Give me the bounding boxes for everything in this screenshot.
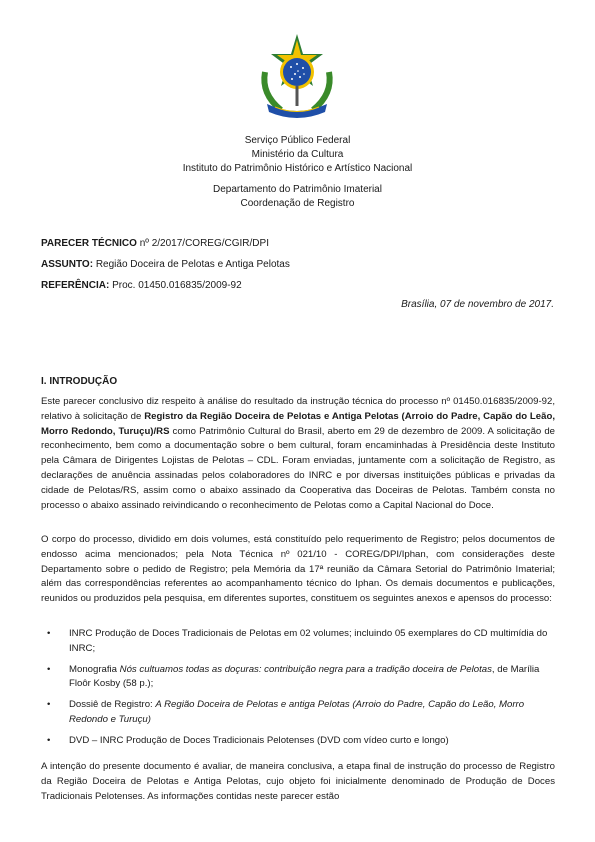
list-item: [41, 734, 555, 749]
bullet-icon: •: [47, 663, 51, 675]
list-item-text: Dossiê de Registro:: [69, 699, 156, 711]
list-item: [41, 627, 555, 657]
header-line: Serviço Público Federal: [244, 135, 351, 146]
header-line: Coordenação de Registro: [240, 198, 355, 209]
assunto-value: Região Doceira de Pelotas e Antiga Pelotas: [93, 259, 290, 270]
list-item-italic: Nós cultuamos todas as doçuras: contribuição negra para a tradição doceira de Pelotas: [119, 663, 492, 675]
header-line: Instituto do Patrimônio Histórico e Artístico Nacional: [182, 163, 413, 174]
referencia-value: Proc. 01450.016835/2009-92: [109, 280, 242, 291]
annex-list: [41, 627, 555, 755]
assunto-line: [41, 258, 290, 271]
intro-text-b: como Patrimônio Cultural do Brasil, aberto em 29 de dezembro de 2009. A solicitação de reconhecimento, bem como a documentação sobre o bem cultural, foram encaminhadas à Presidência deste Instituto pela Câmara de Dirigentes Lojistas de Pelotas – CDL. Foram enviadas, juntamente com a solicitação de Registro, as declarações de anuência assinadas pelos colaboradores do INRC e por diversas instituições públicas e privadas da cidade de Pelotas/RS, assim como o abaixo assinado da Cooperativa das Doceiras de Pelotas. Também consta no processo o abaixo assinado reivindicando o reconhecimento de Pelotas como a Capital Nacional do Doce.: [41, 425, 555, 511]
list-item-italic: A Região Doceira de Pelotas e antiga Pelotas (Arroio do Padre, Capão do Leão, Morro Redondo e Turuçu): [69, 699, 525, 725]
parecer-label: PARECER TÉCNICO: [41, 238, 137, 249]
header-line: Departamento do Patrimônio Imaterial: [213, 184, 382, 195]
list-item-text: INRC Produção de Doces Tradicionais de Pelotas em 02 volumes; incluindo 05 exemplares do CD multimídia do INRC;: [69, 628, 548, 654]
bullet-icon: •: [47, 734, 51, 746]
intro-paragraph: [41, 395, 555, 513]
bullet-icon: •: [47, 699, 51, 711]
referencia-label: REFERÊNCIA:: [41, 280, 110, 291]
closing-paragraph: A intenção do presente documento é avaliar, de maneira conclusiva, a etapa final de instrução do processo de Registro da Região Doceira de Pelotas e Antiga Pelotas, cujo objeto foi inicialmente denominado de Produção de Doces Tradicionais Pelotenses. As informações contidas neste parecer estão: [41, 761, 555, 802]
referencia-line: [41, 279, 242, 292]
body-paragraph: O corpo do processo, dividido em dois volumes, está constituído pelo requerimento de Registro; pelos documentos de endosso acima mencionados; pela Nota Técnica nº 021/10 - COREG/DPI/Iphan, com considerações deste Departamento sobre o pedido de Registro; pela Memória da 17ª reunião da Câmara Setorial do Patrimônio Imaterial; além das correspondências referentes ao acompanhamento técnico do Iphan. Os demais documentos e publicações, reunidos ou produzidos pela pesquisa, em diferentes suportes, constituem os seguintes anexos e apensos do processo:: [41, 534, 555, 605]
parecer-line: [41, 237, 269, 250]
parecer-value: nº 2/2017/COREG/CGIR/DPI: [136, 238, 269, 249]
list-item: [41, 663, 555, 693]
intro-text-a: Este parecer conclusivo diz respeito à análise do resultado da instrução técnica do processo nº 01450.016835/2009-92, relativo à solicitação de: [41, 396, 555, 422]
list-item: [41, 698, 555, 728]
list-item-text: , de Marília Floôr Kosby (58 p.);: [69, 663, 540, 690]
list-item-text: Monografia: [69, 663, 120, 675]
intro-bold-text: Registro da Região Doceira de Pelotas e Antiga Pelotas (Arroio do Padre, Capão do Leão, Morro Redondo, Turuçu)/RS: [41, 410, 555, 437]
header-department: [0, 183, 595, 211]
document-date: Brasília, 07 de novembro de 2017.: [401, 299, 554, 310]
list-item-text: DVD – INRC Produção de Doces Tradicionais Pelotenses (DVD com vídeo curto e longo): [69, 734, 449, 746]
brazil-coat-of-arms-emblem: [255, 32, 339, 122]
section-title: I. INTRODUÇÃO: [41, 376, 118, 387]
header-institution: [0, 134, 595, 176]
assunto-label: ASSUNTO:: [41, 259, 94, 270]
header-line: Ministério da Cultura: [251, 149, 344, 160]
bullet-icon: •: [47, 628, 51, 639]
